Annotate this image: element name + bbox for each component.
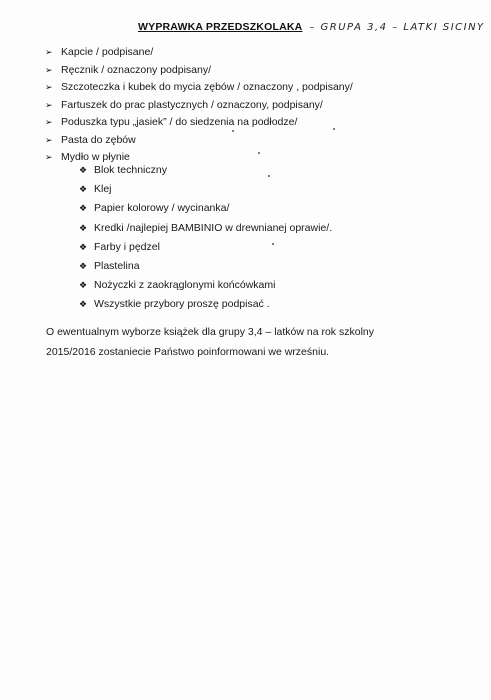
sublist-item-text: Papier kolorowy / wycinanka/	[94, 202, 230, 215]
diamond-bullet-icon: ❖	[79, 280, 88, 291]
list-item-text: Pasta do zębów	[61, 133, 136, 146]
scan-speck	[232, 130, 234, 132]
arrow-bullet-icon: ➢	[45, 64, 53, 75]
list-item	[45, 97, 465, 115]
list-item	[45, 132, 465, 150]
list-item-text: Mydło w płynie	[61, 151, 130, 163]
arrow-bullet-icon: ➢	[45, 47, 53, 57]
list-item	[45, 44, 465, 62]
list-item	[45, 79, 465, 97]
supplies-sublist	[79, 161, 459, 315]
sublist-item-text: Plastelina	[94, 260, 140, 273]
diamond-bullet-icon: ❖	[79, 203, 88, 214]
sublist-item	[79, 238, 459, 257]
list-item-text: Fartuszek do prac plastycznych / oznaczony, podpisany/	[61, 98, 323, 111]
diamond-bullet-icon: ❖	[79, 299, 88, 310]
diamond-bullet-icon: ❖	[79, 184, 88, 195]
sublist-item-text: Farby i pędzel	[94, 240, 160, 253]
document-title: WYPRAWKA PRZEDSZKOLAKA	[138, 21, 303, 33]
sublist-item	[79, 180, 459, 199]
arrow-bullet-icon: ➢	[45, 82, 53, 92]
sublist-item-text: Klej	[94, 183, 112, 196]
info-paragraph	[46, 322, 466, 362]
scan-speck	[272, 243, 274, 245]
arrow-bullet-icon: ➢	[45, 99, 53, 110]
document-header	[138, 21, 488, 33]
sublist-item	[79, 219, 459, 238]
sublist-item	[79, 276, 459, 295]
list-item-text: Ręcznik / oznaczony podpisany/	[61, 63, 211, 76]
scan-speck	[268, 175, 270, 177]
arrow-bullet-icon: ➢	[45, 152, 53, 162]
diamond-bullet-icon: ❖	[79, 222, 88, 233]
arrow-bullet-icon: ➢	[45, 117, 53, 127]
list-item	[45, 114, 465, 132]
diamond-bullet-icon: ❖	[79, 241, 88, 252]
supplies-list	[45, 44, 465, 167]
list-item-text: Szczoteczka i kubek do mycia zębów / oznaczony , podpisany/	[61, 81, 353, 93]
sublist-item-text: Blok techniczny	[94, 164, 167, 176]
list-item-text: Kapcie / podpisane/	[61, 46, 154, 58]
scan-speck	[258, 152, 260, 154]
handwritten-group-note: – GRUPA 3,4 – LATKI SICINY	[309, 22, 485, 33]
paragraph-line: 2015/2016 zostaniecie Państwo poinformowani we wrześniu.	[46, 346, 330, 358]
list-item-text: Poduszka typu „jasiek” / do siedzenia na podłodze/	[61, 116, 298, 128]
sublist-item-text: Kredki /najlepiej BAMBINIO w drewnianej oprawie/.	[94, 221, 333, 234]
sublist-item-text: Nożyczki z zaokrąglonymi końcówkami	[94, 279, 276, 292]
arrow-bullet-icon: ➢	[45, 134, 53, 145]
sublist-item	[79, 161, 459, 180]
list-item	[45, 62, 465, 80]
diamond-bullet-icon: ❖	[79, 165, 88, 175]
sublist-item	[79, 257, 459, 276]
paragraph-line: O ewentualnym wyborze książek dla grupy 3,4 – latków na rok szkolny	[46, 326, 374, 338]
diamond-bullet-icon: ❖	[79, 261, 88, 272]
sublist-item	[79, 295, 459, 314]
sublist-item-text: Wszystkie przybory proszę podpisać .	[94, 298, 270, 311]
sublist-item	[79, 199, 459, 218]
scan-speck	[333, 128, 335, 130]
